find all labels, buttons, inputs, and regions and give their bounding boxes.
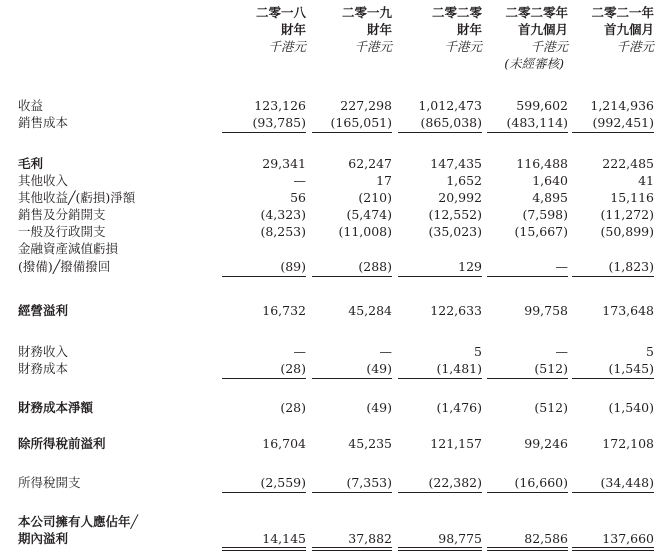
- cell-value: 1,640: [532, 173, 568, 188]
- cell-value: (34,448): [600, 475, 654, 490]
- cell-value: (1,476): [436, 400, 482, 415]
- row-label: 其他收益╱(虧損)淨額: [18, 190, 136, 205]
- cell-value: (8,253): [260, 224, 306, 239]
- rule-line: [398, 378, 482, 379]
- column-header-note: (未經審核): [504, 56, 564, 71]
- cell-value: (1,545): [608, 361, 654, 376]
- cell-value: 15,116: [610, 190, 654, 205]
- cell-value: (89): [280, 259, 306, 274]
- column-header-period: 二零二零年: [505, 5, 568, 20]
- rule-line: [572, 492, 654, 493]
- rule-line: [487, 492, 568, 493]
- rule-line: [487, 378, 568, 379]
- column-header-period: 二零二零: [431, 5, 482, 20]
- cell-value: —: [555, 259, 568, 274]
- table-row: [0, 360, 671, 377]
- column-header-9m2020: [482, 4, 568, 72]
- row-label: 銷售及分銷開支: [18, 207, 106, 222]
- column-header-9m2021: [568, 4, 654, 55]
- rule-line: [398, 276, 482, 277]
- double-rule-line: [487, 547, 568, 551]
- column-header-type: 財年: [280, 22, 306, 37]
- cell-value: (28): [280, 400, 306, 415]
- table-row: [0, 114, 671, 131]
- cell-value: —: [379, 344, 392, 359]
- cell-value: 5: [474, 344, 482, 359]
- row-label: 所得稅開支: [18, 475, 81, 490]
- cell-value: (93,785): [252, 115, 306, 130]
- cell-value: 1,012,473: [418, 98, 482, 113]
- rule-line: [222, 378, 306, 379]
- table-row: [0, 155, 671, 172]
- table-row: [0, 474, 671, 491]
- cell-value: (28): [280, 361, 306, 376]
- column-header-unit: 千港元: [354, 39, 392, 54]
- cell-value: (1,823): [608, 259, 654, 274]
- cell-value: —: [293, 344, 306, 359]
- cell-value: (4,323): [260, 207, 306, 222]
- row-label: 毛利: [18, 156, 44, 171]
- table-row: [0, 513, 671, 530]
- column-header-fy2020: [392, 4, 482, 55]
- cell-value: 99,246: [524, 436, 568, 451]
- table-row: [0, 97, 671, 114]
- column-header-type: 首九個月: [517, 22, 568, 37]
- rule-line: [312, 378, 392, 379]
- table-row: [0, 172, 671, 189]
- rule-line: [572, 378, 654, 379]
- cell-value: (11,272): [600, 207, 654, 222]
- cell-value: (22,382): [428, 475, 482, 490]
- column-header-unit: 千港元: [268, 39, 306, 54]
- cell-value: 99,758: [524, 303, 568, 318]
- row-label: 金融資產減值虧損: [18, 241, 119, 256]
- cell-value: 172,108: [602, 436, 654, 451]
- row-label: 銷售成本: [18, 115, 69, 130]
- column-header-unit: 千港元: [530, 39, 568, 54]
- table-row: [0, 240, 671, 257]
- rule-line: [487, 276, 568, 277]
- column-header-type: 首九個月: [603, 22, 654, 37]
- cell-value: 82,586: [524, 531, 568, 546]
- cell-value: (288): [358, 259, 392, 274]
- rule-line: [222, 276, 306, 277]
- rule-line: [312, 276, 392, 277]
- cell-value: 129: [458, 259, 482, 274]
- cell-value: (210): [358, 190, 392, 205]
- cell-value: 599,602: [516, 98, 568, 113]
- row-label: 其他收入: [18, 173, 69, 188]
- cell-value: (35,023): [428, 224, 482, 239]
- cell-value: (992,451): [592, 115, 654, 130]
- cell-value: 173,648: [602, 303, 654, 318]
- table-row: [0, 223, 671, 240]
- rule-line: [572, 276, 654, 277]
- cell-value: 29,341: [262, 156, 306, 171]
- cell-value: 45,284: [348, 303, 392, 318]
- cell-value: —: [293, 173, 306, 188]
- column-header-period: 二零二一年: [591, 5, 654, 20]
- cell-value: 121,157: [430, 436, 482, 451]
- cell-value: 147,435: [430, 156, 482, 171]
- cell-value: (49): [366, 400, 392, 415]
- cell-value: 222,485: [602, 156, 654, 171]
- cell-value: (49): [366, 361, 392, 376]
- cell-value: 122,633: [430, 303, 482, 318]
- cell-value: 4,895: [532, 190, 568, 205]
- row-label: (撥備)╱撥備撥回: [18, 259, 111, 274]
- column-header-fy2019: [306, 4, 392, 55]
- cell-value: 1,214,936: [590, 98, 654, 113]
- row-label: 一般及行政開支: [18, 224, 106, 239]
- cell-value: 116,488: [516, 156, 568, 171]
- table-row: [0, 343, 671, 360]
- cell-value: (50,899): [600, 224, 654, 239]
- double-rule-line: [222, 547, 306, 551]
- column-header-unit: 千港元: [444, 39, 482, 54]
- row-label: 本公司擁有人應佔年╱: [18, 514, 139, 529]
- cell-value: (7,598): [522, 207, 568, 222]
- table-row: [0, 302, 671, 319]
- rule-line: [222, 492, 306, 493]
- table-row: [0, 189, 671, 206]
- cell-value: (512): [534, 400, 568, 415]
- rule-line: [572, 132, 654, 133]
- rule-line: [398, 492, 482, 493]
- cell-value: 17: [376, 173, 392, 188]
- cell-value: 137,660: [602, 531, 654, 546]
- cell-value: 20,992: [438, 190, 482, 205]
- cell-value: (2,559): [260, 475, 306, 490]
- rule-line: [222, 132, 306, 133]
- rule-line: [312, 132, 392, 133]
- cell-value: 227,298: [340, 98, 392, 113]
- cell-value: 98,775: [438, 531, 482, 546]
- cell-value: (1,540): [608, 400, 654, 415]
- column-header-unit: 千港元: [616, 39, 654, 54]
- row-label: 財務成本淨額: [18, 400, 94, 415]
- cell-value: (12,552): [428, 207, 482, 222]
- cell-value: 123,126: [254, 98, 306, 113]
- cell-value: 45,235: [348, 436, 392, 451]
- cell-value: (11,008): [338, 224, 392, 239]
- row-label: 除所得稅前溢利: [18, 436, 106, 451]
- cell-value: (865,038): [420, 115, 482, 130]
- cell-value: 5: [646, 344, 654, 359]
- cell-value: 16,704: [262, 436, 306, 451]
- rule-line: [398, 132, 482, 133]
- row-label: 期內溢利: [18, 531, 69, 546]
- cell-value: (512): [534, 361, 568, 376]
- cell-value: (16,660): [514, 475, 568, 490]
- double-rule-line: [312, 547, 392, 551]
- row-label: 財務成本: [18, 361, 69, 376]
- cell-value: 1,652: [446, 173, 482, 188]
- cell-value: (483,114): [506, 115, 568, 130]
- table-row: [0, 399, 671, 416]
- cell-value: 41: [638, 173, 654, 188]
- cell-value: —: [555, 344, 568, 359]
- column-header-fy2018: [214, 4, 306, 55]
- cell-value: 56: [290, 190, 306, 205]
- cell-value: (7,353): [346, 475, 392, 490]
- cell-value: 14,145: [262, 531, 306, 546]
- cell-value: (165,051): [330, 115, 392, 130]
- cell-value: (15,667): [514, 224, 568, 239]
- table-row: [0, 435, 671, 452]
- column-header-period: 二零一九: [341, 5, 392, 20]
- cell-value: 37,882: [348, 531, 392, 546]
- rule-line: [487, 132, 568, 133]
- cell-value: (1,481): [436, 361, 482, 376]
- double-rule-line: [398, 547, 482, 551]
- column-header-period: 二零一八: [255, 5, 306, 20]
- row-label: 經營溢利: [18, 303, 69, 318]
- cell-value: 16,732: [262, 303, 306, 318]
- table-row: [0, 258, 671, 275]
- double-rule-line: [572, 547, 654, 551]
- column-header-type: 財年: [366, 22, 392, 37]
- rule-line: [312, 492, 392, 493]
- table-row: [0, 530, 671, 547]
- cell-value: 62,247: [348, 156, 392, 171]
- row-label: 收益: [18, 98, 44, 113]
- table-row: [0, 206, 671, 223]
- cell-value: (5,474): [346, 207, 392, 222]
- column-header-type: 財年: [456, 22, 482, 37]
- row-label: 財務收入: [18, 344, 69, 359]
